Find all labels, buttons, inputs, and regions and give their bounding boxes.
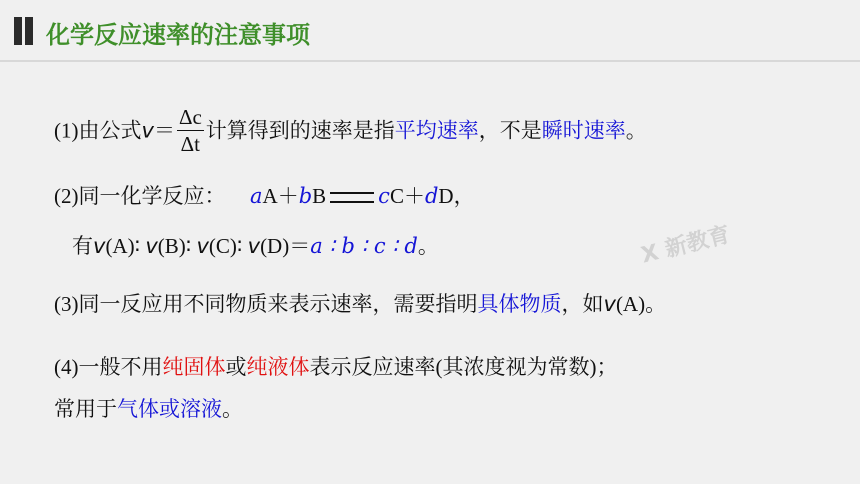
species-d: D， — [438, 184, 475, 208]
equals-arrow — [330, 192, 374, 203]
item-4-cont-end: 。 — [222, 397, 243, 421]
item-4 — [54, 353, 618, 381]
species-a: A＋ — [262, 184, 299, 208]
header-divider — [0, 60, 860, 62]
watermark-logo: X 新教育 — [638, 222, 733, 269]
ratio-p1: (A)∶ — [105, 234, 146, 258]
ratio-v3: v — [196, 234, 209, 258]
item-4-text: 表示反应速率(其浓度视为常数)； — [309, 355, 618, 379]
coef-a: a — [250, 184, 263, 208]
item-1-end: 。 — [625, 118, 647, 143]
slide-header — [0, 0, 860, 62]
item-1-text: 计算得到的速率是指 — [205, 118, 395, 143]
item-1-mid: ，不是 — [478, 118, 542, 143]
species-c: C＋ — [389, 184, 425, 208]
coef-c: c — [378, 184, 390, 208]
instant-rate: 瞬时速率 — [541, 118, 626, 143]
average-rate: 平均速率 — [394, 118, 479, 143]
species-b: B — [312, 184, 327, 208]
item-3-v: v — [603, 292, 616, 316]
coef-b: b — [298, 184, 313, 208]
header-bar-right — [25, 17, 33, 45]
ratio-p2: (B)∶ — [157, 234, 197, 258]
fraction-numerator: Δc — [178, 105, 202, 129]
item-4-cont-prefix: 常用于 — [54, 397, 117, 421]
slide-title: 化学反应速率的注意事项 — [46, 21, 310, 49]
ratio-v4: v — [247, 234, 261, 258]
gas-or-solution: 气体或溶液 — [117, 397, 222, 421]
ratio-p4: (D)＝ — [260, 234, 311, 258]
item-3-end: (A)。 — [615, 292, 667, 316]
item-2-ratio — [72, 232, 439, 260]
rate-fraction — [177, 104, 204, 157]
item-4-or: 或 — [225, 355, 247, 379]
fraction-denominator: Δt — [180, 132, 201, 156]
ratio-end: 。 — [417, 234, 439, 258]
item-4-prefix: (4)一般不用 — [54, 355, 163, 379]
coef-d: d — [424, 184, 439, 208]
specific-substance: 具体物质 — [477, 292, 562, 316]
ratio-p3: (C)∶ — [208, 234, 248, 258]
pure-solid: 纯固体 — [162, 355, 226, 379]
item-3-mid: ，如 — [561, 292, 604, 316]
ratio-v1: v — [93, 234, 106, 258]
item-4-cont — [54, 395, 243, 423]
item-1-prefix: (1)由公式 — [54, 118, 142, 143]
item-1 — [54, 106, 647, 159]
item-2-prefix: (2)同一化学反应： — [54, 184, 226, 208]
pure-liquid: 纯液体 — [246, 355, 310, 379]
ratio-prefix: 有 — [72, 234, 93, 258]
item-3-text: (3)同一反应用不同物质来表示速率，需要指明 — [54, 292, 478, 316]
header-bar-left — [14, 17, 22, 45]
coefficient-ratio: a ∶ b ∶ c ∶ d — [310, 234, 418, 258]
item-1-v: v — [141, 118, 154, 143]
item-2 — [54, 182, 475, 210]
item-3 — [54, 290, 666, 318]
item-1-eq: ＝ — [153, 118, 175, 143]
ratio-v2: v — [145, 234, 158, 258]
